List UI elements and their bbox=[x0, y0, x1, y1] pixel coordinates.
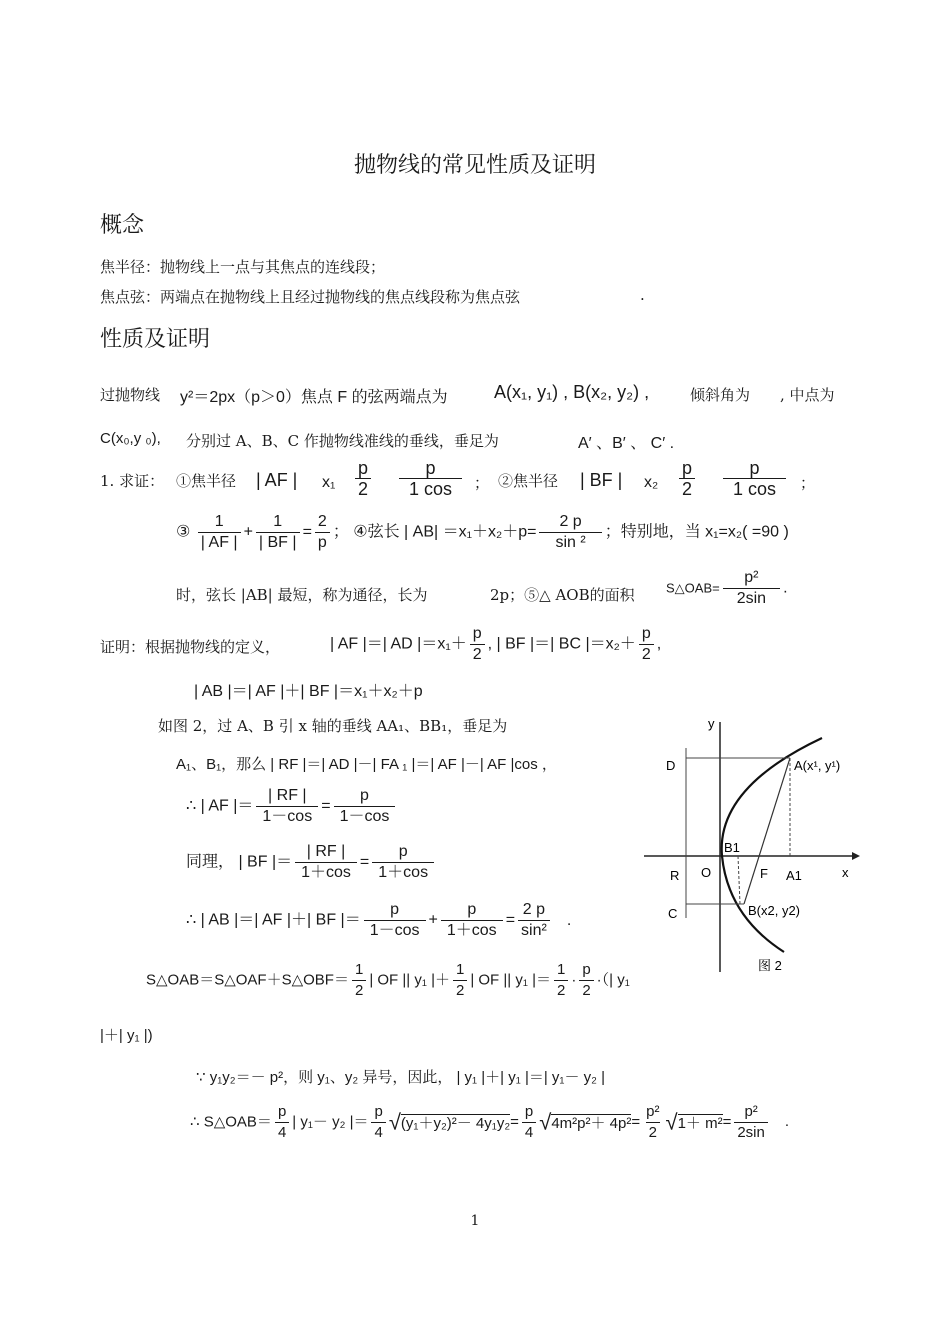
frac-den: 1＋cos bbox=[295, 862, 357, 883]
prop1-label: 1. 求证： bbox=[100, 472, 165, 490]
frac-den: 2sin bbox=[723, 588, 780, 609]
plus-sign: + bbox=[243, 523, 253, 541]
frac-num: 1 bbox=[455, 961, 465, 978]
sqrt-icon: √ bbox=[388, 1109, 401, 1135]
frac-num: | RF | bbox=[268, 787, 307, 804]
proof-l8d: · bbox=[571, 971, 577, 989]
frac-num: 1 bbox=[556, 961, 566, 978]
frac-num: p bbox=[524, 1103, 534, 1120]
setup-line2-b: 分别过 A、B、C 作抛物线准线的垂线，垂足为 bbox=[186, 432, 499, 450]
equals-sign: = bbox=[510, 1113, 519, 1131]
proof-l5a: ∴ | AF |＝ bbox=[186, 797, 254, 815]
proof-l11a: ∴ S△OAB＝ bbox=[190, 1113, 272, 1131]
prop1-semicolon: ； bbox=[474, 474, 490, 492]
frac-num: p² bbox=[744, 569, 759, 586]
proof-line11 bbox=[190, 1102, 789, 1143]
prop1-item4: ； ④弦长 | AB| ＝x₁＋x₂＋p= bbox=[332, 523, 537, 541]
label-B1: B1 bbox=[724, 840, 740, 855]
frac-den: 2 bbox=[453, 980, 467, 1001]
proof-line1 bbox=[330, 624, 661, 665]
frac-num: p² bbox=[646, 1103, 660, 1120]
label-x-axis: x bbox=[842, 865, 849, 880]
setup-line1-points: A(x₁, y₁) , B(x₂, y₂) , bbox=[494, 382, 650, 402]
label-A: A(x¹, y¹) bbox=[794, 758, 841, 773]
frac-num: p² bbox=[744, 1103, 758, 1120]
frac-num: 2 p bbox=[522, 901, 546, 918]
setup-line1-b: 倾斜角为 bbox=[690, 386, 751, 404]
prop1-bf: | BF | bbox=[580, 470, 623, 490]
s-oab-label: S△OAB= bbox=[666, 580, 720, 596]
concept-focal-radius: 焦半径：抛物线上一点与其焦点的连线段； bbox=[100, 258, 386, 276]
radicand: 1＋ m² bbox=[677, 1115, 723, 1132]
setup-line1-a: 过抛物线 bbox=[100, 386, 161, 404]
proof-line6 bbox=[186, 842, 437, 883]
plus-sign: + bbox=[428, 911, 438, 929]
frac-num: p bbox=[425, 458, 436, 478]
frac-den: 1－cos bbox=[364, 920, 426, 941]
prop1-item1: ①焦半径 bbox=[176, 472, 237, 490]
frac-num: 2 bbox=[317, 513, 327, 530]
period: . bbox=[783, 579, 788, 597]
frac-den: 4 bbox=[275, 1122, 289, 1143]
prop1-frac-b bbox=[676, 458, 789, 499]
frac-den: 2 bbox=[579, 980, 593, 1001]
prop1-item3: ③ bbox=[176, 523, 191, 541]
sqrt-icon: √ bbox=[539, 1109, 552, 1135]
label-O: O bbox=[701, 865, 712, 880]
sqrt-icon: √ bbox=[665, 1109, 678, 1135]
proof-line8 bbox=[146, 960, 630, 1001]
concept-focal-chord: 焦点弦：两端点在抛物线上且经过抛物线的焦点线段称为焦点弦 bbox=[100, 288, 521, 306]
frac-den: sin ² bbox=[539, 532, 601, 553]
frac-den: 1＋cos bbox=[372, 862, 434, 883]
prop1-line3-b: 2p；⑤△ AOB的面积 bbox=[490, 586, 635, 604]
frac-num: 1 bbox=[273, 513, 283, 530]
frac-num: p bbox=[641, 625, 651, 642]
setup-line2-a: C(x₀,y ₀), bbox=[100, 430, 161, 447]
figure-caption: 图 2 bbox=[758, 958, 782, 973]
frac-den: sin² bbox=[518, 920, 550, 941]
frac-num: p bbox=[682, 458, 693, 478]
equals-sign: = bbox=[359, 853, 370, 871]
frac-den: 1＋cos bbox=[441, 920, 503, 941]
proof-l7a: ∴ | AB |＝| AF |＋| BF |＝ bbox=[186, 911, 361, 929]
proof-line3: 如图 2，过 A、B 引 x 轴的垂线 AA₁、BB₁，垂足为 bbox=[158, 717, 508, 735]
final-dot: . bbox=[784, 1113, 790, 1131]
proof-l1c: , bbox=[656, 635, 662, 653]
frac-num: p bbox=[472, 625, 482, 642]
frac-den: | AF | bbox=[198, 532, 241, 553]
figure-2-diagram bbox=[636, 708, 866, 978]
proof-l8c: | OF || y₁ |＝ bbox=[470, 971, 551, 989]
dot: . bbox=[566, 911, 572, 929]
frac-den: 2 bbox=[679, 478, 695, 499]
proof-line2: | AB |＝| AF |＋| BF |＝x₁＋x₂＋p bbox=[194, 683, 423, 700]
proof-l1a: | AF |＝| AD |＝x₁＋ bbox=[330, 635, 467, 653]
concept-focal-chord-end: . bbox=[640, 286, 645, 304]
prop1-x2: x₂ bbox=[644, 474, 659, 491]
setup-line2-c: A′ 、B′ 、 C′ . bbox=[578, 435, 675, 452]
frac-num: p bbox=[467, 901, 477, 918]
frac-num: 1 bbox=[354, 961, 364, 978]
frac-den: 2 bbox=[352, 980, 366, 1001]
frac-num: p bbox=[358, 458, 369, 478]
proof-line7 bbox=[186, 900, 571, 941]
frac-num: p bbox=[374, 1103, 383, 1120]
label-B: B(x2, y2) bbox=[748, 903, 801, 918]
frac-num: p bbox=[749, 458, 760, 478]
prop1-x1: x₁ bbox=[322, 474, 336, 491]
proof-l8e: ·（| y₁ bbox=[596, 971, 630, 989]
label-A1: A1 bbox=[786, 868, 802, 883]
frac-den: 1 cos bbox=[723, 478, 786, 499]
proof-label: 证明：根据抛物线的定义， bbox=[100, 638, 281, 656]
frac-den: 2 bbox=[470, 644, 485, 665]
proof-line9: |＋| y₁ |) bbox=[100, 1027, 153, 1044]
prop1-item2: ②焦半径 bbox=[498, 472, 559, 490]
proof-line5 bbox=[186, 786, 398, 827]
proof-l8a: S△OAB＝S△OAF＋S△OBF＝ bbox=[146, 971, 349, 989]
section-heading-properties: 性质及证明 bbox=[100, 327, 211, 352]
frac-num: p bbox=[390, 901, 400, 918]
label-R: R bbox=[670, 868, 680, 883]
section-heading-concept: 概念 bbox=[100, 213, 145, 238]
label-D: D bbox=[666, 758, 676, 773]
radicand: 4m²p²＋ 4p² bbox=[551, 1115, 632, 1132]
frac-den: p bbox=[315, 532, 330, 553]
label-y-axis: y bbox=[708, 716, 715, 731]
prop1-af: | AF | bbox=[256, 470, 298, 490]
frac-den: 1－cos bbox=[256, 806, 318, 827]
frac-num: 2 p bbox=[559, 513, 582, 530]
frac-den: 2sin bbox=[734, 1122, 768, 1143]
prop1-area bbox=[666, 568, 788, 609]
prop1-line3-a: 时，弦长 |AB| 最短，称为通径，长为 bbox=[176, 586, 428, 604]
proof-line10: ∵ y₁y₂＝－ p²，则 y₁、y₂ 异号，因此， | y₁ |＋| y₁ |＝| y₁－ y₂ | bbox=[196, 1069, 606, 1086]
setup-line1-c: , 中点为 bbox=[780, 386, 835, 404]
radicand: (y₁＋y₂)²－ 4y₁y₂ bbox=[400, 1115, 511, 1132]
equals-sign: = bbox=[505, 911, 516, 929]
frac-num: p bbox=[277, 1103, 287, 1120]
frac-num: 1 bbox=[214, 513, 224, 530]
frac-den: 1 cos bbox=[399, 478, 462, 499]
frac-den: 1－cos bbox=[334, 806, 396, 827]
frac-den: 2 bbox=[639, 644, 654, 665]
frac-den: 4 bbox=[371, 1122, 385, 1143]
label-F: F bbox=[760, 866, 768, 881]
setup-line1-eq: y²＝2px（p＞0）焦点 F 的弦两端点为 bbox=[180, 389, 448, 406]
equals-sign: = bbox=[321, 797, 331, 815]
frac-den: | BF | bbox=[256, 532, 300, 553]
prop1-special: ；特别地，当 x₁=x₂( =90 ) bbox=[604, 523, 789, 541]
equals-sign: = bbox=[302, 523, 312, 541]
equals-sign: = bbox=[631, 1113, 641, 1131]
proof-l6a: 同理， | BF |＝ bbox=[186, 853, 293, 871]
frac-num: p bbox=[398, 843, 408, 860]
frac-num: p bbox=[360, 787, 369, 804]
page-number: 1 bbox=[470, 1213, 480, 1229]
proof-l8b: | OF || y₁ |＋ bbox=[369, 971, 450, 989]
frac-den: 2 bbox=[355, 478, 371, 499]
label-C: C bbox=[668, 906, 678, 921]
frac-num: p bbox=[582, 961, 591, 978]
proof-line4: A₁、B₁，那么 | RF |＝| AD |－| FA ₁ |＝| AF |－| AF |cos ， bbox=[176, 756, 557, 773]
frac-den: 2 bbox=[646, 1122, 660, 1143]
frac-den: 4 bbox=[522, 1122, 536, 1143]
prop1-end: ； bbox=[800, 474, 816, 492]
line-BB1 bbox=[738, 856, 740, 904]
proof-l1b: , | BF |＝| BC |＝x₂＋ bbox=[487, 635, 636, 653]
focal-chord-line bbox=[744, 758, 790, 904]
prop1-line2 bbox=[176, 512, 789, 553]
prop1-frac-a bbox=[352, 458, 465, 499]
page-title: 抛物线的常见性质及证明 bbox=[353, 153, 596, 178]
frac-den: 2 bbox=[554, 980, 568, 1001]
proof-l11b: | y₁－ y₂ |＝ bbox=[292, 1113, 369, 1131]
x-axis-arrow-icon bbox=[852, 852, 860, 860]
frac-num: | RF | bbox=[306, 843, 346, 860]
equals-sign: = bbox=[722, 1113, 732, 1131]
